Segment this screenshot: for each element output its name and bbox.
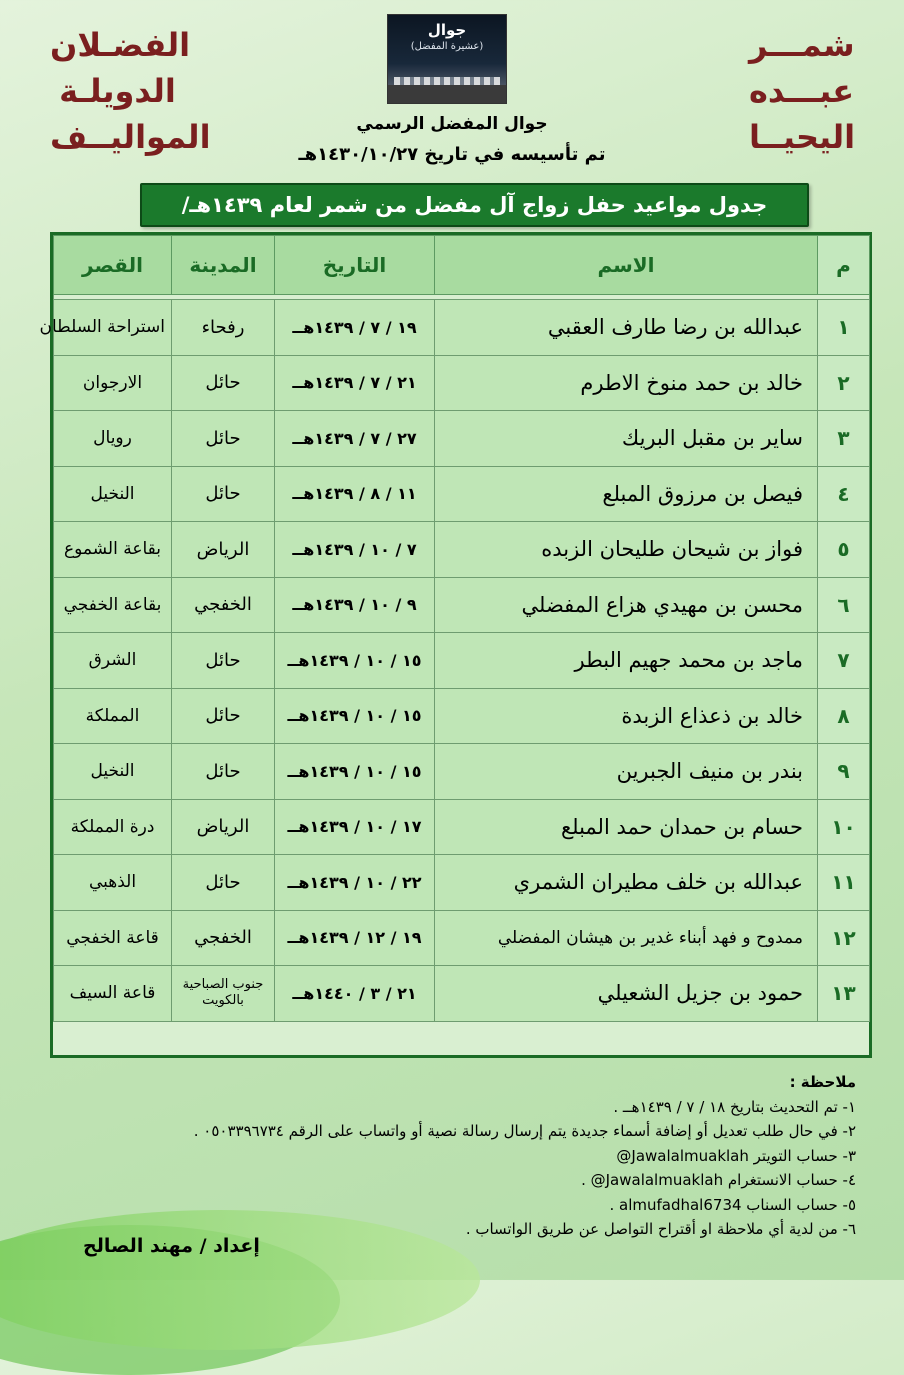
- hall: بقاعة الخفجي: [54, 577, 172, 633]
- tribe-name: شمـــر: [749, 26, 855, 64]
- stadium-lights-graphic: [394, 77, 500, 85]
- row-number: ٧: [818, 633, 870, 689]
- city: الخفجي: [172, 910, 275, 966]
- tribe-name: عبـــده: [749, 72, 855, 110]
- tribe-name: المواليــف: [50, 118, 211, 156]
- wedding-date: ١٥ / ١٠ / ١٤٣٩هــ: [275, 688, 435, 744]
- header-hall: القصر: [54, 236, 172, 295]
- wedding-date: ٢١ / ٧ / ١٤٣٩هــ: [275, 355, 435, 411]
- groom-name: فواز بن شيحان طليحان الزبده: [435, 522, 818, 578]
- hall: درة المملكة: [54, 799, 172, 855]
- schedule-table: [39, 232, 872, 1058]
- note-item: ٣- حساب التويتر Jawalalmuaklah@: [616, 1146, 856, 1165]
- row-number: ١٢: [818, 910, 870, 966]
- table-row: [54, 633, 870, 689]
- city: حائل: [172, 855, 275, 911]
- row-number: ١٣: [818, 966, 870, 1022]
- groom-name: محسن بن مهيدي هزاع المفضلي: [435, 577, 818, 633]
- row-number: ١١: [818, 855, 870, 911]
- wedding-date: ١٥ / ١٠ / ١٤٣٩هــ: [275, 633, 435, 689]
- groom-name: ماجد بن محمد جهيم البطر: [435, 633, 818, 689]
- hall: المملكة: [54, 688, 172, 744]
- hall: النخيل: [54, 744, 172, 800]
- groom-name: حمود بن جزيل الشعيلي: [435, 966, 818, 1022]
- note-item: ٥- حساب السناب almufadhal6734 .: [609, 1195, 856, 1214]
- hall: رويال: [54, 411, 172, 467]
- row-number: ١٠: [818, 799, 870, 855]
- wedding-date: ١٧ / ١٠ / ١٤٣٩هــ: [275, 799, 435, 855]
- city: رفحاء: [172, 300, 275, 356]
- table-row: [54, 466, 870, 522]
- hall: النخيل: [54, 466, 172, 522]
- hall: قاعة الخفجي: [54, 910, 172, 966]
- groom-name: حسام بن حمدان حمد المبلع: [435, 799, 818, 855]
- note-item: ٤- حساب الانستغرام Jawalalmuaklah@ .: [581, 1171, 856, 1189]
- city: حائل: [172, 411, 275, 467]
- city: حائل: [172, 688, 275, 744]
- notes-title: ملاحظة :: [789, 1073, 856, 1091]
- note-item: ٢- في حال طلب تعديل أو إضافة أسماء جديدة يتم إرسال رسالة نصية أو واتساب على الرقم ٠٥٠٣٣٩٦٧٣٤ .: [193, 1122, 856, 1140]
- hall: الشرق: [54, 633, 172, 689]
- header-num: م: [818, 236, 870, 295]
- hall: الارجوان: [54, 355, 172, 411]
- wedding-date: ١٩ / ١٢ / ١٤٣٩هــ: [275, 910, 435, 966]
- header-name: الاسم: [435, 236, 818, 295]
- groom-name: عبدالله بن رضا طارف العقبي: [435, 300, 818, 356]
- city: حائل: [172, 355, 275, 411]
- note-item: ٦- من لدية أي ملاحظة او أقتراح التواصل عن طريق الواتساب .: [465, 1220, 856, 1238]
- header-date: التاريخ: [275, 236, 435, 295]
- table-row: [54, 744, 870, 800]
- hall: استراحة السلطان: [54, 300, 172, 356]
- table-row: [54, 855, 870, 911]
- table-row: [54, 522, 870, 578]
- groom-name: بندر بن منيف الجبرين: [435, 744, 818, 800]
- city: الرياض: [172, 799, 275, 855]
- table-row: [54, 300, 870, 356]
- author-credit: إعداد / مهند الصالح: [83, 1235, 260, 1257]
- hall: الذهبي: [54, 855, 172, 911]
- logo: [387, 14, 507, 104]
- logo-title: جوال: [427, 21, 467, 39]
- page-title: جدول مواعيد حفل زواج آل مفضل من شمر لعام ١٤٣٩هـ/: [140, 183, 809, 227]
- ground-graphic: [388, 85, 506, 103]
- city: حائل: [172, 744, 275, 800]
- row-number: ٢: [818, 355, 870, 411]
- row-number: ٨: [818, 688, 870, 744]
- groom-name: ساير بن مقبل البريك: [435, 411, 818, 467]
- right-tribe-names: [749, 22, 856, 160]
- table-row: [54, 966, 870, 1022]
- city: حائل: [172, 466, 275, 522]
- wedding-date: ٢٢ / ١٠ / ١٤٣٩هــ: [275, 855, 435, 911]
- city: جنوب الصباحية بالكويت: [172, 966, 275, 1022]
- tribe-name: الدويلـة: [59, 72, 176, 110]
- hall: قاعة السيف: [54, 966, 172, 1022]
- row-number: ٣: [818, 411, 870, 467]
- founding-date: تم تأسيسه في تاريخ ١٤٣٠/١٠/٢٧هـ: [298, 144, 606, 165]
- header-city: المدينة: [172, 236, 275, 295]
- row-number: ٩: [818, 744, 870, 800]
- table-row: [54, 411, 870, 467]
- table-row: [54, 688, 870, 744]
- row-number: ٤: [818, 466, 870, 522]
- wedding-date: ١٩ / ٧ / ١٤٣٩هــ: [275, 300, 435, 356]
- tribe-name: اليحيــا: [749, 118, 856, 156]
- city: حائل: [172, 633, 275, 689]
- wedding-date: ٢١ / ٣ / ١٤٤٠هــ: [275, 966, 435, 1022]
- tribe-name: الفضـلان: [50, 26, 191, 64]
- row-number: ١: [818, 300, 870, 356]
- note-item: ١- تم التحديث بتاريخ ١٨ / ٧ / ١٤٣٩هــ .: [613, 1097, 856, 1116]
- notes-section: [36, 1070, 856, 1242]
- table-row: [54, 355, 870, 411]
- left-tribe-names: [50, 22, 211, 160]
- table-row: [54, 910, 870, 966]
- groom-name: خالد بن ذعذاع الزبدة: [435, 688, 818, 744]
- row-number: ٦: [818, 577, 870, 633]
- wedding-date: ١١ / ٨ / ١٤٣٩هــ: [275, 466, 435, 522]
- wedding-date: ٩ / ١٠ / ١٤٣٩هــ: [275, 577, 435, 633]
- wedding-date: ٢٧ / ٧ / ١٤٣٩هــ: [275, 411, 435, 467]
- hall: بقاعة الشموع: [54, 522, 172, 578]
- groom-name: فيصل بن مرزوق المبلع: [435, 466, 818, 522]
- city: الخفجي: [172, 577, 275, 633]
- table-row: [54, 577, 870, 633]
- page-subtitle: جوال المفضل الرسمي: [356, 114, 548, 134]
- wedding-date: ١٥ / ١٠ / ١٤٣٩هــ: [275, 744, 435, 800]
- table-row: [54, 799, 870, 855]
- wedding-date: ٧ / ١٠ / ١٤٣٩هــ: [275, 522, 435, 578]
- groom-name: ممدوح و فهد أبناء غدير بن هيشان المفضلي: [435, 910, 818, 966]
- groom-name: عبدالله بن خلف مطيران الشمري: [435, 855, 818, 911]
- row-number: ٥: [818, 522, 870, 578]
- groom-name: خالد بن حمد منوخ الاطرم: [435, 355, 818, 411]
- logo-subtitle: (عشيرة المفضل): [410, 41, 484, 52]
- city: الرياض: [172, 522, 275, 578]
